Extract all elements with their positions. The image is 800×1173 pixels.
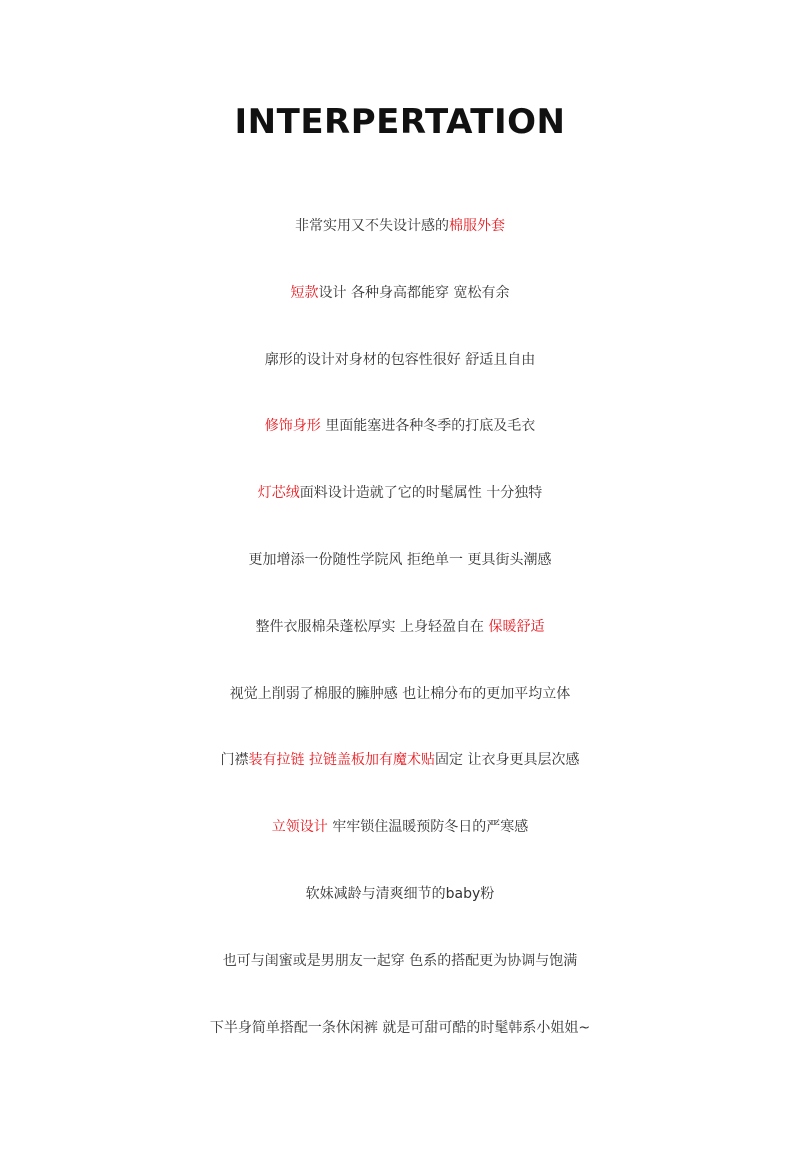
description-line: [0, 669, 800, 736]
highlight-text: 灯芯绒: [257, 485, 300, 502]
description-line: [0, 335, 800, 402]
line-text: 牢牢锁住温暖预防冬日的严寒感: [327, 819, 529, 836]
line-text: 视觉上削弱了棉服的臃肿感 也让棉分布的更加平均立体: [229, 685, 571, 702]
description-line: [0, 401, 800, 468]
line-text: 设计 各种身高都能穿 宽松有余: [318, 284, 510, 301]
line-text: 里面能塞进各种冬季的打底及毛衣: [320, 418, 536, 435]
highlight-text: 短款: [290, 284, 319, 301]
highlight-text: 修饰身形: [264, 418, 321, 435]
description-line: [0, 268, 800, 335]
description-line: [0, 869, 800, 936]
line-text: 固定 让衣身更具层次感: [435, 752, 580, 769]
line-text: 下半身简单搭配一条休闲裤 就是可甜可酷的时髦韩系小姐姐~: [209, 1019, 591, 1036]
description-line: [0, 936, 800, 1003]
line-text: 面料设计造就了它的时髦属性 十分独特: [299, 485, 543, 502]
page-title: INTERPERTATION: [234, 102, 566, 142]
line-text: 软妹减龄与清爽细节的baby粉: [305, 885, 495, 902]
line-text: 更加增添一份随性学院风 拒绝单一 更具街头潮感: [248, 551, 552, 568]
description-line: [0, 602, 800, 669]
description-line: [0, 1003, 800, 1070]
highlight-text: 立领设计: [271, 819, 328, 836]
highlight-text: 装有拉链 拉链盖板加有魔术贴: [248, 752, 435, 769]
line-text: 也可与闺蜜或是男朋友一起穿 色系的搭配更为协调与饱满: [222, 952, 578, 969]
description-line: [0, 201, 800, 268]
description-lines: [0, 201, 800, 1069]
line-text: 整件衣服棉朵蓬松厚实 上身轻盈自在: [255, 618, 489, 635]
highlight-text: 棉服外套: [449, 218, 505, 234]
line-text: 非常实用又不失设计感的: [295, 218, 449, 234]
highlight-text: 保暖舒适: [488, 618, 545, 635]
line-text: 廓形的设计对身材的包容性很好 舒适且自由: [264, 351, 536, 368]
description-line: [0, 802, 800, 869]
description-line: [0, 735, 800, 802]
description-line: [0, 468, 800, 535]
description-line: [0, 535, 800, 602]
line-text: 门襟: [220, 752, 249, 769]
